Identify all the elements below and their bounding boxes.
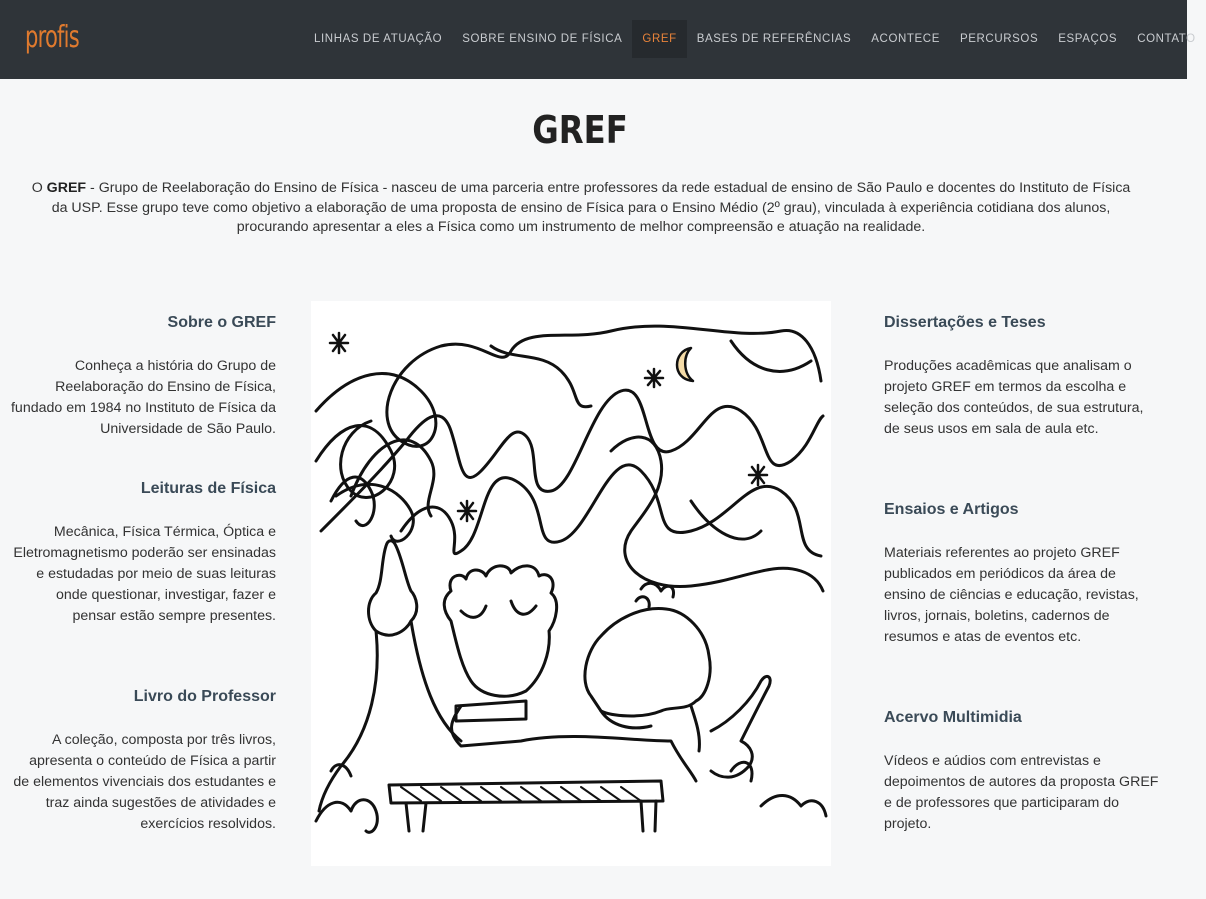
section-text-ensaios: Materiais referentes ao projeto GREF publicados em periódicos da área de ensino de ciências e educação, revistas, livros, jornais, boletins, cadernos de resumos e atas de eventos etc. [884, 545, 1139, 645]
section-title-leituras[interactable]: Leituras de Física [140, 480, 276, 497]
nav-item-espacos[interactable]: ESPAÇOS [1058, 33, 1118, 45]
stargazers-drawing-icon [311, 301, 831, 866]
nav-item-contato[interactable]: CONTATO [1137, 33, 1196, 45]
section-sobre-gref [10, 312, 276, 478]
right-column [884, 312, 1159, 835]
section-title-sobre-gref[interactable]: Sobre o GREF [167, 314, 276, 331]
page-title: GREF [532, 108, 628, 152]
section-title-dissertacoes[interactable]: Dissertações e Teses [884, 314, 1046, 331]
section-text-acervo: Vídeos e aúdios com entrevistas e depoimentos de autores da proposta GREF e de professores que participaram do projeto. [884, 753, 1159, 832]
left-column [10, 312, 276, 835]
nav-item-bases[interactable]: BASES DE REFERÊNCIAS [696, 33, 852, 45]
gref-illustration [311, 301, 831, 866]
intro-bold: GREF [46, 180, 87, 196]
intro-paragraph [26, 179, 1136, 238]
section-text-leituras: Mecânica, Física Térmica, Óptica e Eletromagnetismo poderão ser ensinadas e estudadas por meio de suas leituras onde questionar, investigar, fazer e pensar estão sempre presentes. [13, 524, 276, 624]
section-dissertacoes [884, 312, 1159, 499]
main-nav [304, 20, 1206, 58]
nav-item-gref[interactable]: GREF [632, 20, 686, 58]
nav-item-percursos[interactable]: PERCURSOS [959, 33, 1039, 45]
section-text-dissertacoes: Produções acadêmicas que analisam o projeto GREF em termos da escolha e seleção dos conteúdos, de sua estrutura, de seus usos em sala de aula etc. [884, 358, 1144, 437]
intro-prefix: O [31, 180, 47, 196]
intro-text: - Grupo de Reelaboração do Ensino de Física - nasceu de uma parceria entre professores da rede estadual de ensino de São Paulo e docentes do Instituto de Física da USP. Esse grupo teve como objetivo a elaboração de uma proposta de ensino de Física para o Ensino Médio (2º grau), vinculada à experiência cotidiana dos alunos, procurando apresentar a eles a Física como um instrumento de melhor compreensão e atuação na realidade. [51, 180, 1131, 235]
section-leituras [10, 478, 276, 686]
nav-item-linhas[interactable]: LINHAS DE ATUAÇÃO [314, 33, 443, 45]
section-title-acervo[interactable]: Acervo Multimidia [884, 709, 1022, 726]
section-acervo [884, 707, 1159, 835]
section-text-sobre-gref: Conheça a história do Grupo de Reelaboração do Ensino de Física, fundado em 1984 no Instituto de Física da Universidade de São Paulo. [10, 358, 276, 437]
site-logo[interactable]: profis [25, 20, 79, 55]
section-title-ensaios[interactable]: Ensaios e Artigos [884, 501, 1019, 518]
section-livro-professor [10, 686, 276, 835]
top-navbar [0, 0, 1196, 79]
section-text-livro-professor: A coleção, composta por três livros, apresenta o conteúdo de Física a partir de elementos vivenciais dos estudantes e traz ainda sugestões de atividades e exercícios resolvidos. [13, 732, 276, 832]
nav-item-acontece[interactable]: ACONTECE [871, 33, 940, 45]
nav-item-sobre-ensino[interactable]: SOBRE ENSINO DE FÍSICA [462, 33, 623, 45]
section-title-livro-professor[interactable]: Livro do Professor [133, 688, 276, 705]
section-ensaios [884, 499, 1159, 707]
